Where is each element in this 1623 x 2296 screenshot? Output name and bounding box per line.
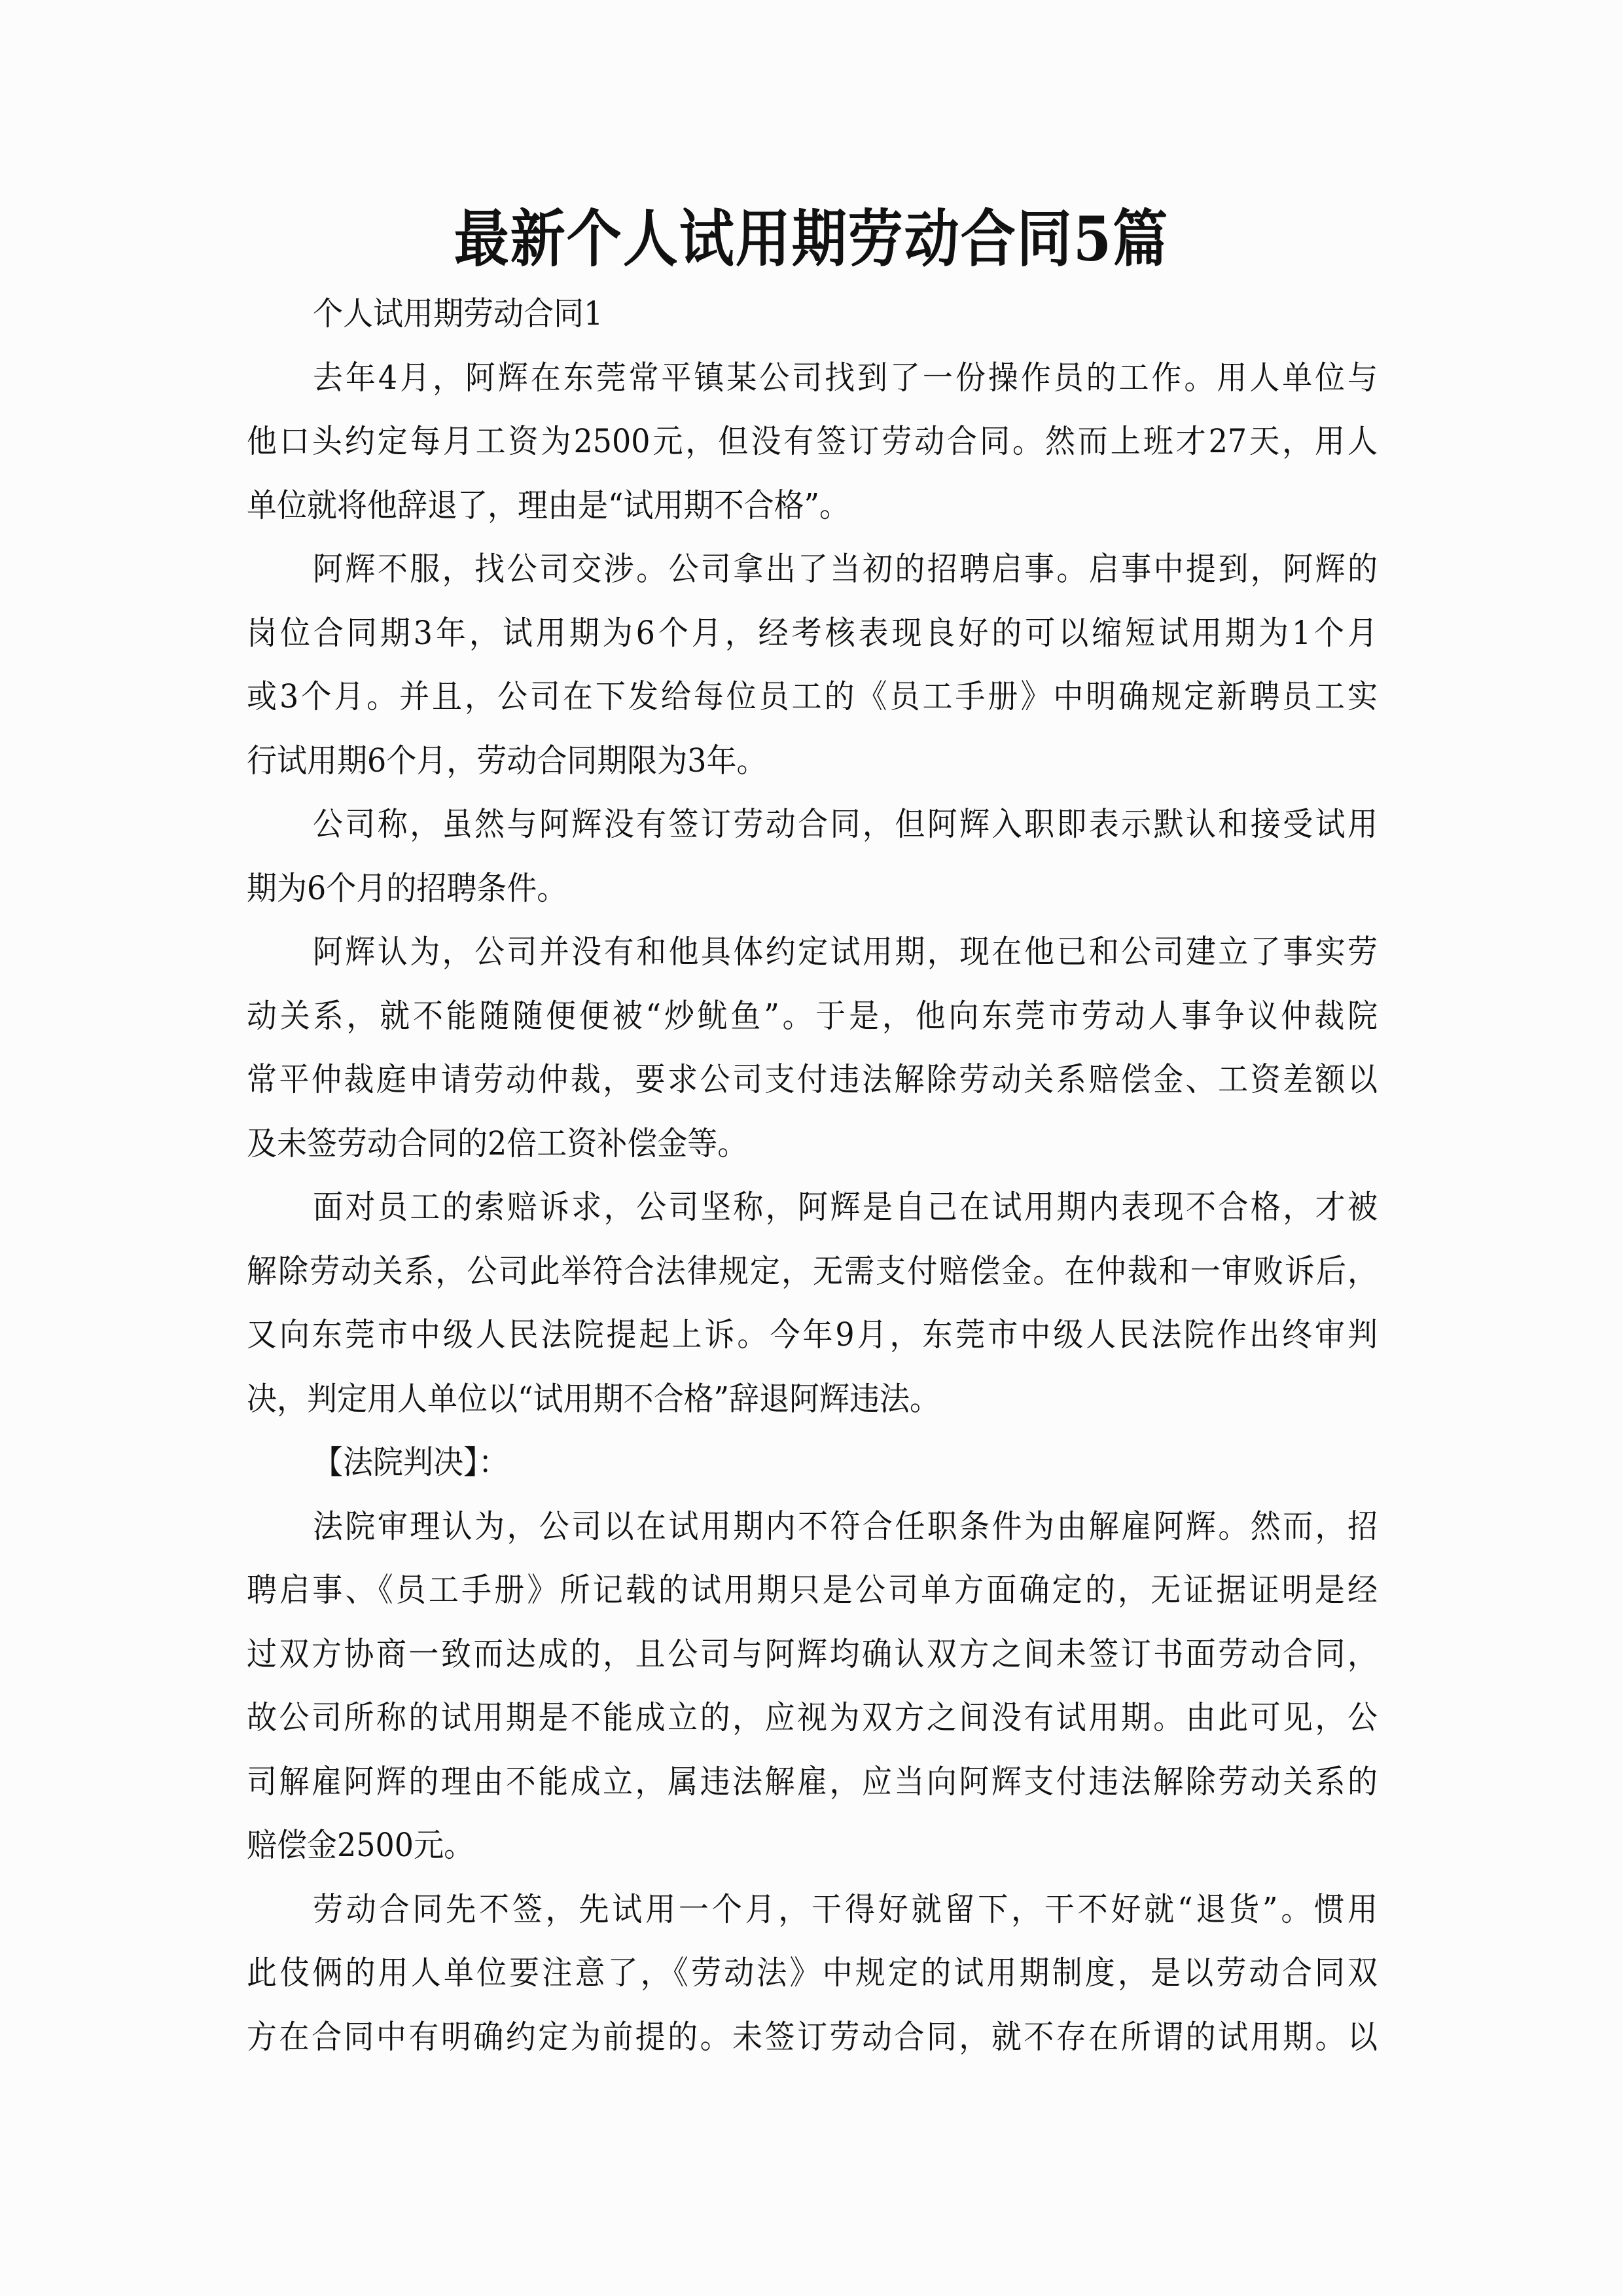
paragraph-line: 解除劳动关系，公司此举符合法律规定，无需支付赔偿金。在仲裁和一审败诉后， xyxy=(247,1251,1378,1290)
paragraph-line: 期为6个月的招聘条件。 xyxy=(247,869,567,907)
paragraph xyxy=(247,537,1378,793)
paragraph xyxy=(247,793,1378,920)
paragraph-line: 阿辉认为，公司并没有和他具体约定试用期，现在他已和公司建立了事实劳 xyxy=(313,932,1378,971)
paragraph-line: 阿辉不服，找公司交涉。公司拿出了当初的招聘启事。启事中提到，阿辉的 xyxy=(313,549,1378,588)
paragraph-line: 司解雇阿辉的理由不能成立，属违法解雇，应当向阿辉支付违法解除劳动关系的 xyxy=(247,1762,1378,1801)
paragraph-line: 公司称，虽然与阿辉没有签订劳动合同，但阿辉入职即表示默认和接受试用 xyxy=(313,804,1378,844)
paragraph xyxy=(247,920,1378,1175)
paragraph-line: 岗位合同期3年，试用期为6个月，经考核表现良好的可以缩短试用期为1个月 xyxy=(247,613,1378,652)
document-body xyxy=(247,282,1378,2069)
paragraph-line: 决，判定用人单位以“试用期不合格”辞退阿辉违法。 xyxy=(247,1379,940,1418)
paragraph-line: 又向东莞市中级人民法院提起上诉。今年9月，东莞市中级人民法院作出终审判 xyxy=(247,1315,1378,1354)
paragraph-line: 劳动合同先不签，先试用一个月，干得好就留下，干不好就“退货”。惯用 xyxy=(313,1890,1378,1928)
paragraph xyxy=(247,346,1378,538)
paragraph-line: 及未签劳动合同的2倍工资补偿金等。 xyxy=(247,1124,748,1162)
document-title: 最新个人试用期劳动合同5篇 xyxy=(454,202,1169,275)
paragraph-line: 面对员工的索赔诉求，公司坚称，阿辉是自己在试用期内表现不合格，才被 xyxy=(313,1187,1378,1227)
court-ruling-label: 【法院判决】： xyxy=(313,1443,508,1482)
paragraph xyxy=(247,1878,1378,2070)
section-heading: 个人试用期劳动合同1 xyxy=(313,294,603,333)
paragraph-line: 方在合同中有明确约定为前提的。未签订劳动合同，就不存在所谓的试用期。以 xyxy=(247,2017,1378,2056)
paragraph-line: 法院审理认为，公司以在试用期内不符合任职条件为由解雇阿辉。然而，招 xyxy=(313,1507,1378,1545)
paragraph-line: 赔偿金2500元。 xyxy=(247,1825,474,1865)
paragraph-line: 单位就将他辞退了，理由是“试用期不合格”。 xyxy=(247,486,850,524)
paragraph-line: 他口头约定每月工资为2500元，但没有签订劳动合同。然而上班才27天，用人 xyxy=(247,422,1378,461)
paragraph-line: 去年4月，阿辉在东莞常平镇某公司找到了一份操作员的工作。用人单位与 xyxy=(313,358,1378,397)
paragraph-line: 此伎俩的用人单位要注意了，《劳动法》中规定的试用期制度，是以劳动合同双 xyxy=(247,1953,1378,1992)
paragraph-line: 常平仲裁庭申请劳动仲裁，要求公司支付违法解除劳动关系赔偿金、工资差额以 xyxy=(247,1060,1378,1099)
paragraph xyxy=(247,1175,1378,1431)
paragraph-line: 动关系，就不能随随便便被“炒鱿鱼”。于是，他向东莞市劳动人事争议仲裁院 xyxy=(247,996,1378,1035)
paragraph-line: 聘启事、《员工手册》所记载的试用期只是公司单方面确定的，无证据证明是经 xyxy=(247,1570,1378,1609)
paragraph xyxy=(247,1495,1378,1878)
paragraph-line: 或3个月。并且，公司在下发给每位员工的《员工手册》中明确规定新聘员工实 xyxy=(247,677,1378,716)
paragraph-line: 行试用期6个月，劳动合同期限为3年。 xyxy=(247,741,767,780)
paragraph-line: 故公司所称的试用期是不能成立的，应视为双方之间没有试用期。由此可见，公 xyxy=(247,1698,1378,1737)
paragraph-line: 过双方协商一致而达成的，且公司与阿辉均确认双方之间未签订书面劳动合同， xyxy=(247,1634,1378,1673)
